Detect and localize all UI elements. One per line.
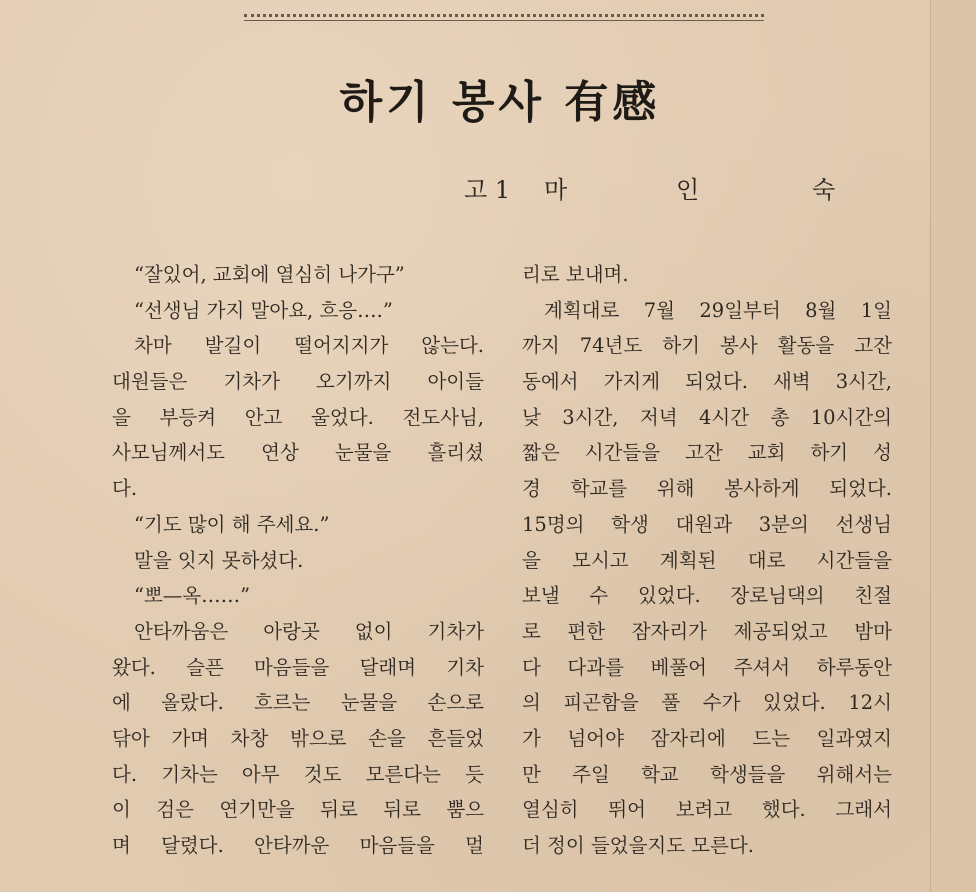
text-line: 이 검은 연기만을 뒤로 뒤로 뿜으 [112,798,484,822]
text-line: 리로 보내며. [522,263,629,286]
text-line: 을 모시고 계획된 대로 시간들을 [522,548,892,572]
page-edge [930,0,976,892]
text-line: 만 주일 학교 학생들을 위해서는 [522,762,892,786]
text-line: 계획대로 7월 29일부터 8월 1일 [544,298,892,322]
text-line: 다. 기차는 아무 것도 모른다는 듯 [112,762,484,786]
text-line: 경 학교를 위해 봉사하게 되었다. [522,477,892,501]
text-line: 사모님께서도 연상 눈물을 흘리셨 [112,441,484,465]
left-text-column [112,257,484,864]
text-line: 에 올랐다. 흐르는 눈물을 손으로 [112,691,484,715]
text-line: 며 달렸다. 안타까운 마음들을 멀 [112,834,484,857]
text-line: 차마 발길이 떨어지지가 않는다. [134,334,484,358]
text-line: 까지 74년도 하기 봉사 활동을 고잔 [522,334,892,358]
text-line: 15명의 학생 대원과 3분의 선생님 [522,512,892,536]
text-line: 동에서 가지게 되었다. 새벽 3시간, [522,370,892,394]
text-line: 더 정이 들었을지도 모른다. [522,834,755,857]
top-rule-line [244,20,764,21]
text-line: 안타까움은 아랑곳 없이 기차가 [134,619,484,643]
text-line: 대원들은 기차가 오기까지 아이들 [112,370,484,394]
author-name-char-1: 마 [544,176,568,204]
text-line: 다 다과를 베풀어 주셔서 하루동안 [522,655,892,679]
text-line: 다. [112,477,138,501]
text-line: 열심히 뛰어 보려고 했다. 그래서 [522,798,892,822]
author-name-char-3: 숙 [812,176,836,204]
text-line: 낮 3시간, 저녁 4시간 총 10시간의 [522,405,892,429]
top-decorative-rule [244,14,764,17]
text-line: 로 편한 잠자리가 제공되었고 밤마 [522,619,892,643]
text-line: “뽀—옥……” [134,584,251,608]
author-grade: 고 1 [464,176,511,204]
text-line: 가 넘어야 잠자리에 드는 일과였지 [522,726,892,750]
right-text-column [522,257,892,864]
text-line: “선생님 가지 말아요, 흐응….” [134,298,393,322]
article-title: 하기 봉사 有感 [339,77,661,128]
text-line: “잘있어, 교회에 열심히 나가구” [134,263,405,286]
author-name-char-2: 인 [676,176,700,204]
text-line: “기도 많이 해 주세요.” [134,512,330,536]
text-line: 왔다. 슬픈 마음들을 달래며 기차 [112,655,484,679]
text-line: 보낼 수 있었다. 장로님댁의 친절 [522,584,892,608]
text-line: 을 부등켜 안고 울었다. 전도사님, [112,405,484,429]
text-line: 닦아 가며 차창 밖으로 손을 흔들었 [112,726,484,750]
text-line: 의 피곤함을 풀 수가 있었다. 12시 [522,691,892,715]
text-line: 말을 잇지 못하셨다. [134,548,304,572]
text-line: 짧은 시간들을 고잔 교회 하기 성 [522,441,892,465]
